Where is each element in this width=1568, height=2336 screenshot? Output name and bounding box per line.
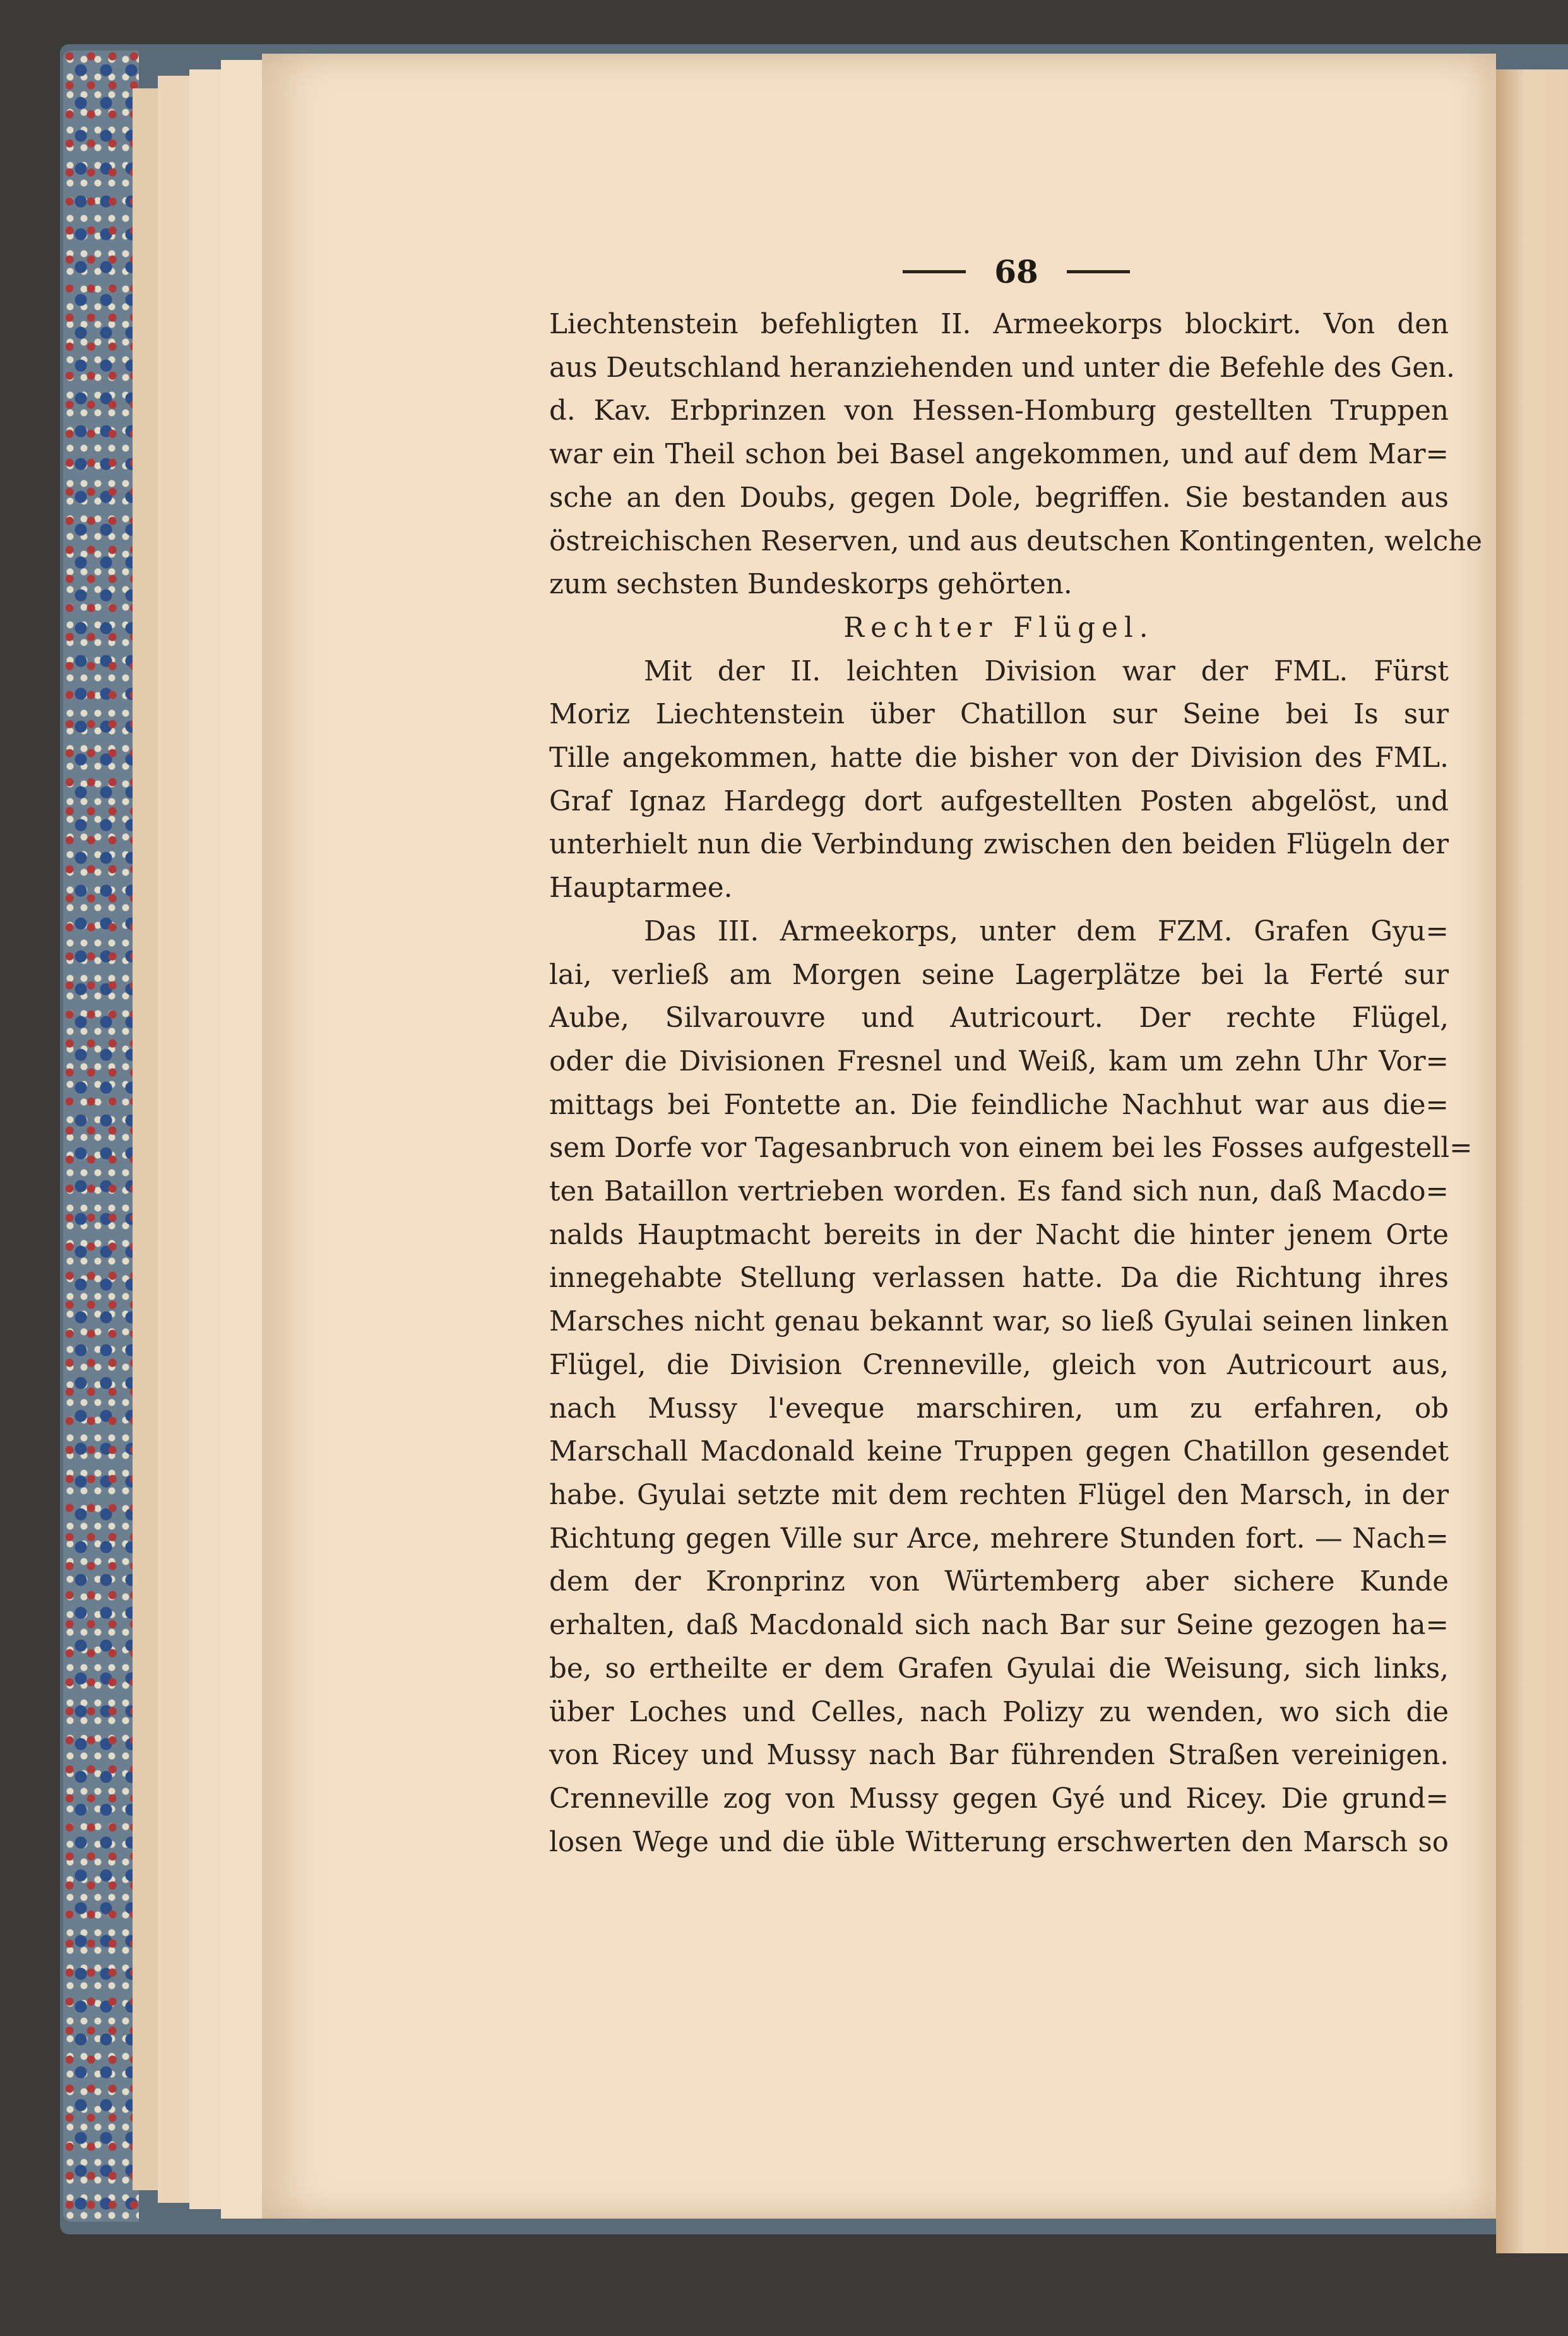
text-line: war ein Theil schon bei Basel angekommen, und auf dem Mar=	[549, 439, 1449, 471]
page-header	[903, 249, 1130, 293]
page-number: 68	[994, 252, 1038, 290]
text-line: nalds Hauptmacht bereits in der Nacht die hinter jenem Orte	[549, 1219, 1449, 1251]
text-line: Tille angekommen, hatte die bisher von der Division des FML.	[549, 742, 1449, 774]
text-line: sche an den Doubs, gegen Dole, begriffen. Sie bestanden aus	[549, 482, 1449, 514]
text-line: d. Kav. Erbprinzen von Hessen-Homburg gestellten Truppen	[549, 395, 1449, 427]
marbled-edge	[63, 50, 139, 2222]
text-line: über Loches und Celles, nach Polizy zu wenden, wo sich die	[549, 1696, 1449, 1728]
text-line: sem Dorfe vor Tagesanbruch von einem bei les Fosses aufgestell=	[549, 1132, 1473, 1165]
text-line: be, so ertheilte er dem Grafen Gyulai die Weisung, sich links,	[549, 1652, 1449, 1685]
text-line: zum sechsten Bundeskorps gehörten.	[549, 569, 1072, 601]
text-line: oder die Divisionen Fresnel und Weiß, kam um zehn Uhr Vor=	[549, 1045, 1449, 1077]
text-line: Marschall Macdonald keine Truppen gegen Chatillon gesendet	[549, 1436, 1449, 1468]
text-line: losen Wege und die üble Witterung erschwerten den Marsch so	[549, 1826, 1449, 1858]
text-line: Das III. Armeekorps, unter dem FZM. Grafen Gyu=	[644, 915, 1449, 947]
text-line: Marsches nicht genau bekannt war, so ließ Gyulai seinen linken	[549, 1306, 1449, 1338]
text-line: nach Mussy l'eveque marschiren, um zu erfahren, ob	[549, 1392, 1449, 1425]
text-line: Hauptarmee.	[549, 872, 733, 904]
text-line: dem der Kronprinz von Würtemberg aber sichere Kunde	[549, 1566, 1449, 1598]
text-line: aus Deutschland heranziehenden und unter die Befehle des Gen.	[549, 352, 1455, 384]
page-body	[549, 303, 1483, 1864]
text-line: Mit der II. leichten Division war der FML. Fürst	[644, 655, 1449, 687]
header-dash-right	[1067, 270, 1130, 273]
text-line: innegehabte Stellung verlassen hatte. Da die Richtung ihres	[549, 1262, 1449, 1295]
text-line: mittags bei Fontette an. Die feindliche Nachhut war aus die=	[549, 1089, 1449, 1121]
facing-page-edge	[1496, 69, 1568, 2253]
text-line: von Ricey und Mussy nach Bar führenden Straßen vereinigen.	[549, 1740, 1449, 1772]
text-line: Aube, Silvarouvre und Autricourt. Der rechte Flügel,	[549, 1002, 1449, 1035]
text-line: unterhielt nun die Verbindung zwischen den beiden Flügeln der	[549, 829, 1449, 861]
text-line: lai, verließ am Morgen seine Lagerplätze bei la Ferté sur	[549, 959, 1449, 991]
text-line: Flügel, die Division Crenneville, gleich von Autricourt aus,	[549, 1349, 1449, 1381]
text-line: Graf Ignaz Hardegg dort aufgestellten Posten abgelöst, und	[549, 785, 1449, 817]
header-dash-left	[903, 270, 966, 273]
section-heading: Rechter Flügel.	[843, 612, 1155, 644]
text-line: Richtung gegen Ville sur Arce, mehrere Stunden fort. — Nach=	[549, 1522, 1449, 1555]
text-line: habe. Gyulai setzte mit dem rechten Flügel den Marsch, in der	[549, 1479, 1449, 1511]
text-line: Moriz Liechtenstein über Chatillon sur Seine bei Is sur	[549, 699, 1449, 731]
text-line: Crenneville zog von Mussy gegen Gyé und Ricey. Die grund=	[549, 1782, 1449, 1815]
text-line: ten Bataillon vertrieben worden. Es fand sich nun, daß Macdo=	[549, 1176, 1449, 1208]
text-line: erhalten, daß Macdonald sich nach Bar sur Seine gezogen ha=	[549, 1610, 1449, 1642]
text-line: östreichischen Reserven, und aus deutschen Kontingenten, welche	[549, 525, 1483, 557]
text-line: Liechtenstein befehligten II. Armeekorps blockirt. Von den	[549, 309, 1449, 340]
